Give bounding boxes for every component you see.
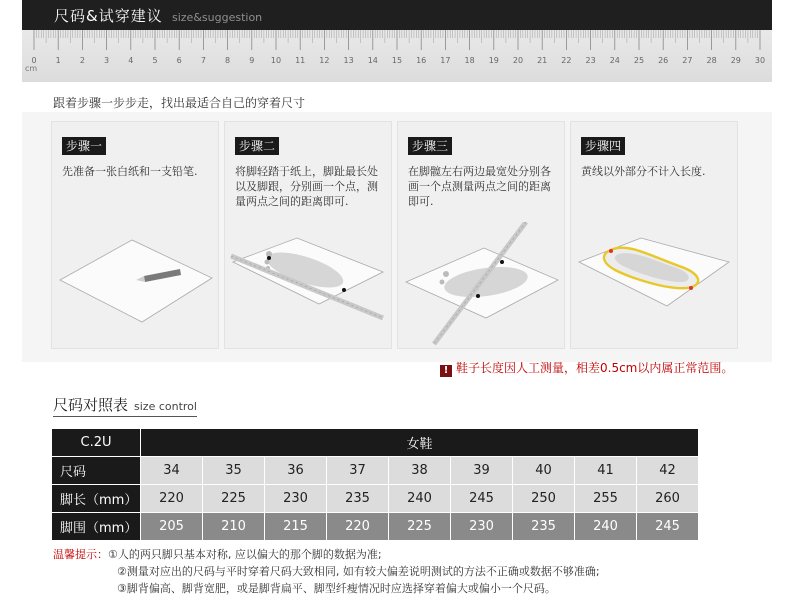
note-text: 鞋子长度因人工测量，相差0.5cm以内属正常范围。: [456, 361, 734, 375]
ruler-label: 22: [561, 56, 572, 65]
step-text: 将脚轻踏于纸上，脚趾最长处以及脚跟，分别画一个点，测量两点之间的距离即可.: [235, 165, 378, 208]
table-cell: 250: [513, 485, 575, 513]
table-cell: 215: [265, 513, 327, 541]
tip-line: [53, 546, 600, 563]
ruler-label: 23: [585, 56, 596, 65]
ruler: [22, 30, 772, 82]
ruler-label: 1: [55, 56, 61, 65]
table-cell: 245: [451, 485, 513, 513]
table-cell: 38: [389, 457, 451, 485]
table-cell: 225: [203, 485, 265, 513]
foot-outline-illustration: [571, 222, 739, 350]
tip-line: ③脚背偏高、脚背宽肥，或是脚背扁平、脚型纤瘦情况时应选择穿着偏大或偏小一个尺码。: [117, 582, 556, 595]
table-cell: 42: [637, 457, 699, 485]
ruler-label: 4: [128, 56, 134, 65]
section-subtitle: size&suggestion: [172, 11, 263, 24]
table-cell: 40: [513, 457, 575, 485]
tip-line: ②测量对应出的尺码与平时穿着尺码大致相同, 如有较大偏差说明测试的方法不正确或数据不够准确;: [117, 565, 600, 578]
table-cell: 245: [637, 513, 699, 541]
step-text: 黄线以外部分不计入长度.: [581, 165, 706, 178]
size-section-title: [53, 394, 197, 417]
warning-icon: !: [440, 365, 452, 377]
table-row-size: [52, 457, 699, 485]
step-card-4: [570, 121, 738, 349]
table-cell: 240: [575, 513, 637, 541]
table-cell: 230: [265, 485, 327, 513]
table-cell: 35: [203, 457, 265, 485]
table-cell: 255: [575, 485, 637, 513]
step-card-1: [51, 121, 219, 349]
size-table: [51, 428, 699, 541]
instruction-text: 跟着步骤一步步走，找出最适合自己的穿着尺寸: [53, 96, 306, 110]
tips-label: 温馨提示：: [53, 548, 108, 561]
ruler-label: 25: [633, 56, 645, 65]
row-label: 尺码: [52, 457, 141, 485]
step-card-3: [397, 121, 565, 349]
table-cell: 235: [513, 513, 575, 541]
size-suggestion-header: [22, 0, 772, 82]
table-cell: 235: [327, 485, 389, 513]
ruler-label: 10: [270, 56, 282, 65]
table-cell: 34: [141, 457, 203, 485]
ruler-label: 16: [416, 56, 427, 65]
ruler-graphic: [22, 30, 772, 82]
ruler-label: 17: [440, 56, 451, 65]
table-cell: 240: [389, 485, 451, 513]
ruler-label: 14: [367, 56, 378, 65]
ruler-label: 8: [225, 56, 231, 65]
table-cell: 260: [637, 485, 699, 513]
ruler-label: 30: [754, 56, 766, 65]
table-group-header: 女鞋: [141, 429, 699, 457]
table-cell: 210: [203, 513, 265, 541]
paper-and-pencil-illustration: [52, 222, 220, 350]
foot-on-paper-illustration: [225, 222, 393, 350]
ruler-label: 9: [249, 56, 255, 65]
ruler-label: 15: [391, 56, 403, 65]
measurement-note: [440, 359, 733, 377]
step-badge: 步骤四: [581, 137, 625, 155]
table-header-row: [52, 429, 699, 457]
ruler-label: 6: [176, 56, 182, 65]
ruler-label: 12: [319, 56, 330, 65]
ruler-label: 3: [104, 56, 110, 65]
table-cell: 39: [451, 457, 513, 485]
row-label: 脚长（mm）: [52, 485, 141, 513]
size-subtitle: size control: [134, 400, 197, 413]
table-cell: 220: [327, 513, 389, 541]
ruler-label: 0: [31, 56, 37, 65]
ruler-label: 5: [152, 56, 158, 65]
table-cell: 220: [141, 485, 203, 513]
foot-width-illustration: [398, 222, 566, 350]
step-badge: 步骤一: [62, 137, 106, 155]
ruler-label: 7: [200, 56, 206, 65]
size-title: 尺码对照表: [53, 396, 129, 414]
table-cell: 205: [141, 513, 203, 541]
ruler-unit: cm: [25, 64, 38, 73]
ruler-label: 29: [730, 56, 741, 65]
table-row-foot-length: [52, 485, 699, 513]
ruler-label: 2: [79, 56, 85, 65]
table-row-foot-girth: [52, 513, 699, 541]
step-badge: 步骤二: [235, 137, 279, 155]
step-text: 先准备一张白纸和一支铅笔.: [62, 165, 198, 178]
ruler-label: 26: [658, 56, 669, 65]
table-corner-cell: C.2U: [52, 429, 141, 457]
ruler-label: 24: [609, 56, 620, 65]
ruler-label: 27: [682, 56, 693, 65]
step-card-2: [224, 121, 392, 349]
ruler-label: 28: [706, 56, 717, 65]
ruler-label: 20: [512, 56, 524, 65]
ruler-label: 11: [295, 56, 306, 65]
tips-block: [53, 546, 600, 597]
ruler-label: 18: [464, 56, 475, 65]
table-cell: 41: [575, 457, 637, 485]
row-label: 脚围（mm）: [52, 513, 141, 541]
tip-text: ①人的两只脚只基本对称, 应以偏大的那个脚的数据为准;: [108, 548, 382, 561]
step-text: 在脚髋左右两边最宽处分别各画一个点测量两点之间的距离即可.: [408, 165, 551, 208]
header-bar: [22, 0, 772, 30]
step-badge: 步骤三: [408, 137, 452, 155]
ruler-label: 21: [537, 56, 548, 65]
ruler-label: 19: [488, 56, 499, 65]
table-cell: 36: [265, 457, 327, 485]
steps-panel: [22, 112, 772, 362]
table-cell: 230: [451, 513, 513, 541]
section-title: 尺码&试穿建议: [54, 7, 163, 25]
ruler-label: 13: [343, 56, 354, 65]
table-cell: 37: [327, 457, 389, 485]
table-cell: 225: [389, 513, 451, 541]
